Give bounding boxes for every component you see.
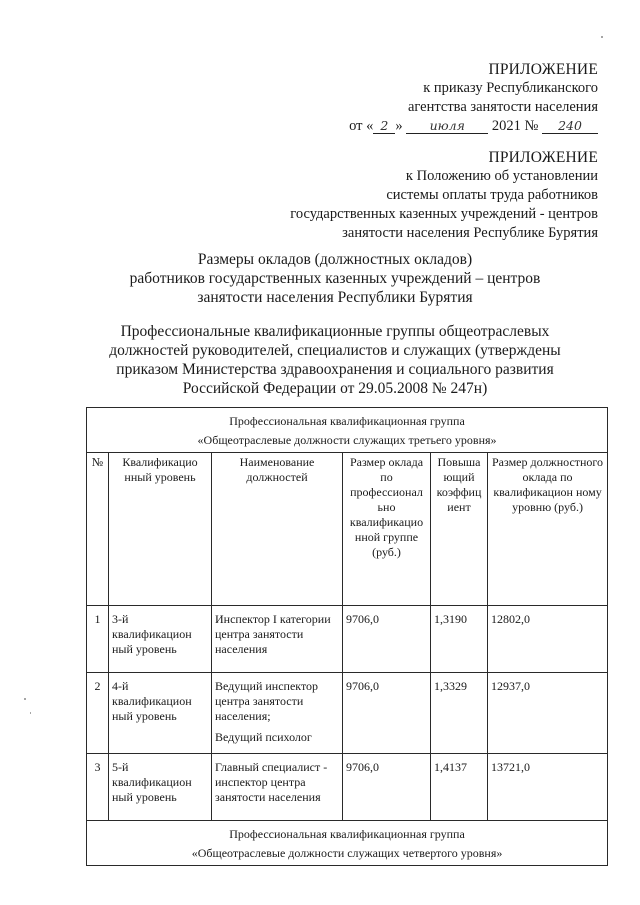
base-salary: 9706,0 (343, 606, 431, 673)
column-header-coefficient: Повыша ющий коэффиц иент (431, 453, 488, 606)
scan-speck (30, 712, 31, 714)
position-name: Главный специалист - инспектор центра занятости населения (215, 760, 328, 804)
group-header-line: Профессиональная квалификационная группа (229, 827, 465, 841)
order-date-line (349, 117, 598, 136)
group-header-line: «Общеотраслевые должности служащих третьего уровня» (197, 433, 497, 447)
appendix-title: ПРИЛОЖЕНИЕ (488, 61, 598, 78)
scan-speck (24, 698, 26, 700)
row-number: 1 (87, 606, 109, 673)
table-row (87, 754, 608, 821)
appendix-regulation-block (290, 148, 598, 243)
column-header-base-salary: Размер оклада по профессионал ьно квалификацио нной группе (руб.) (343, 453, 431, 606)
position-name: Ведущий психолог (215, 730, 312, 744)
column-header-positions: Наименование должностей (212, 453, 343, 606)
group-header-row (87, 408, 608, 453)
date-prefix: от « (349, 118, 374, 134)
group-header-line: «Общеотраслевые должности служащих четвертого уровня» (191, 846, 503, 860)
column-header-number: № (87, 453, 109, 606)
coefficient: 1,4137 (431, 754, 488, 821)
row-number: 3 (87, 754, 109, 821)
row-number: 2 (87, 673, 109, 754)
title-line: Размеры окладов (должностных окладов) (197, 251, 473, 268)
salary: 12802,0 (488, 606, 608, 673)
title-line: Профессиональные квалификационные группы общеотраслевых (120, 323, 550, 340)
title-line: Российской Федерации от 29.05.2008 № 247н) (182, 380, 488, 397)
position-name: Инспектор I категории центра занятости населения (215, 612, 331, 656)
appendix-order-block (349, 60, 598, 136)
position-names (212, 673, 343, 754)
group-header-line: Профессиональная квалификационная группа (229, 414, 465, 428)
title-line: приказом Министерства здравоохранения и социального развития (116, 361, 554, 378)
group-header-cell (87, 821, 608, 866)
appendix-line: к Положению об установлении (405, 168, 598, 184)
handwritten-order-number: 240 (542, 118, 598, 134)
table-row (87, 606, 608, 673)
appendix-title: ПРИЛОЖЕНИЕ (488, 149, 598, 166)
qualification-level: 5-й квалификацион ный уровень (109, 754, 212, 821)
position-name: Ведущий инспектор центра занятости населения; (215, 679, 319, 723)
coefficient: 1,3329 (431, 673, 488, 754)
table-row (87, 673, 608, 754)
date-mid: » (395, 118, 403, 134)
qualification-level: 3-й квалификацион ный уровень (109, 606, 212, 673)
base-salary: 9706,0 (343, 754, 431, 821)
coefficient: 1,3190 (431, 606, 488, 673)
salary: 13721,0 (488, 754, 608, 821)
column-header-row (87, 453, 608, 606)
position-names (212, 606, 343, 673)
qualification-level: 4-й квалификацион ный уровень (109, 673, 212, 754)
column-header-level: Квалификацио нный уровень (109, 453, 212, 606)
title-line: занятости населения Республики Бурятия (197, 289, 473, 306)
appendix-line: агентства занятости населения (407, 99, 598, 115)
position-names (212, 754, 343, 821)
title-line: должностей руководителей, специалистов и служащих (утверждены (109, 342, 561, 359)
appendix-line: к приказу Республиканского (423, 80, 598, 96)
salary: 12937,0 (488, 673, 608, 754)
salary-sizes-title (70, 250, 600, 307)
scan-speck (601, 36, 603, 38)
appendix-line: государственных казенных учреждений - центров (290, 206, 598, 222)
column-header-salary: Размер должностного оклада по квалификацион ному уровню (руб.) (488, 453, 608, 606)
handwritten-month: июля (406, 118, 488, 134)
professional-groups-title (70, 322, 600, 398)
appendix-line: занятости населения Республике Бурятия (342, 225, 598, 241)
appendix-line: системы оплаты труда работников (386, 187, 598, 203)
group-header-cell (87, 408, 608, 453)
handwritten-day: 2 (373, 118, 395, 134)
title-line: работников государственных казенных учреждений – центров (129, 270, 541, 287)
salary-table (86, 407, 608, 866)
order-year: 2021 № (491, 118, 539, 134)
group-header-row (87, 821, 608, 866)
base-salary: 9706,0 (343, 673, 431, 754)
